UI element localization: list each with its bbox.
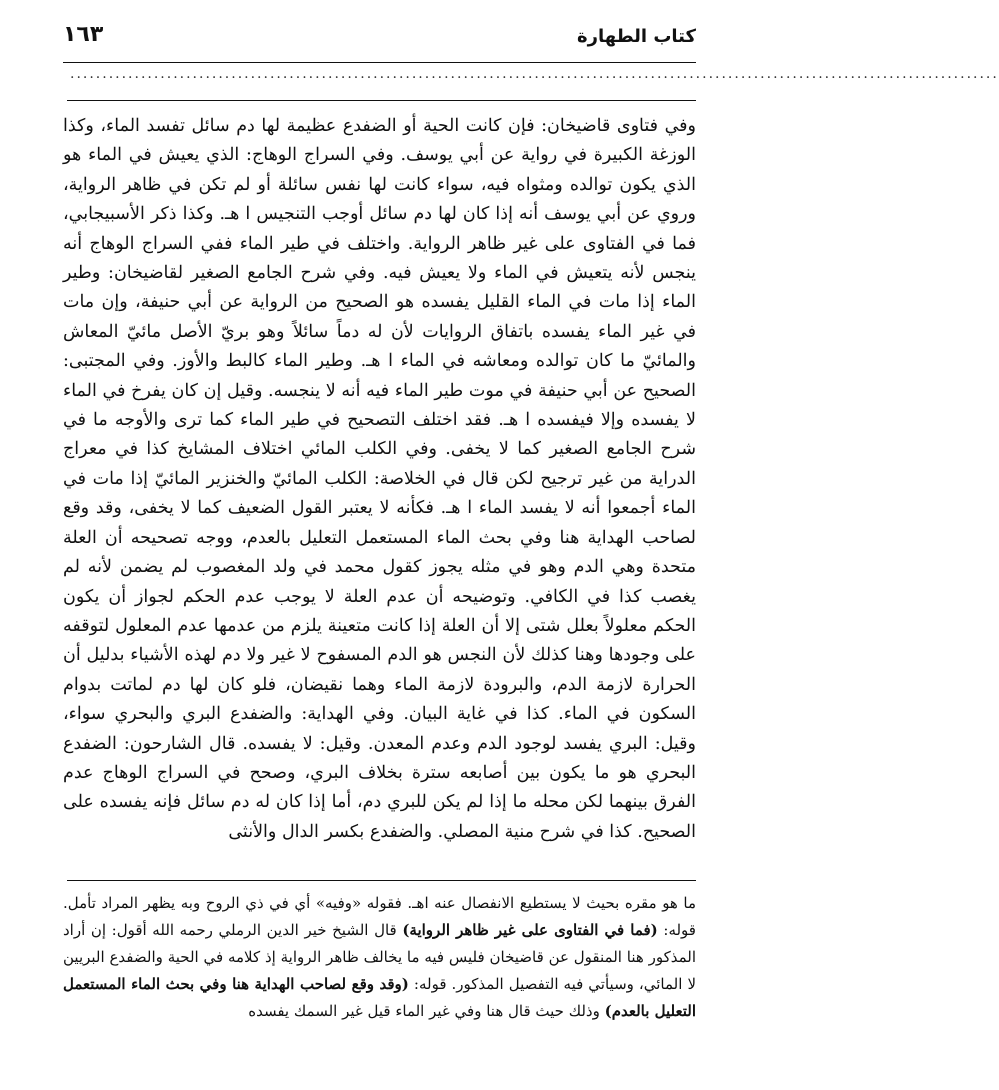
footnote-quote-2: (وقد وقع لصاحب الهداية هنا وفي بحث الماء المستعمل التعليل بالعدم)	[63, 975, 696, 1020]
page-number: ١٦٣	[63, 22, 104, 47]
dotted-line: ................................................................................................................................................	[70, 66, 999, 82]
footnote-divider	[67, 880, 696, 881]
footnote-paragraph	[63, 890, 696, 1025]
page-header	[63, 22, 696, 63]
footnote-text-2: قال الشيخ خير الدين الرملي رحمه الله أقول: إن أراد المذكور هنا المنقول عن قاضيخان فليس فيه ما يخالف ظاهر الرواية إذ كلامه في الحية والضفدع البريين لا المائي، وسيأتي فيه التفصيل المذكور. قوله:	[63, 921, 696, 993]
footnote-quote-1: (فما في الفتاوى على غير ظاهر الرواية)	[402, 921, 658, 939]
main-paragraph: وفي فتاوى قاضيخان: فإن كانت الحية أو الضفدع عظيمة لها دم سائل تفسد الماء، وكذا الوزغة الكبيرة في رواية عن أبي يوسف. وفي السراج الوهاج: الذي يعيش في الماء هو الذي يكون توالده ومثواه فيه، سواء كانت لها نفس سائلة أو لم تكن في ظاهر الرواية، وروي عن أبي يوسف أنه إذا كان لها دم سائل أوجب التنجيس ا هـ. وكذا ذكر الأسبيجابي، فما في الفتاوى على غير ظاهر الرواية. واختلف في طير الماء ففي السراج الوهاج أنه ينجس لأنه يتعيش في الماء ولا يعيش فيه. وفي شرح الجامع الصغير لقاضيخان: وطير الماء إذا مات في الماء القليل يفسده هو الصحيح من الرواية عن أبي حنيفة، وإن مات في غير الماء يفسده باتفاق الروايات لأن له دماً سائلاً وهو بريّ الأصل مائيّ المعاش والمائيّ ما كان توالده ومعاشه في الماء ا هـ. وطير الماء كالبط والأوز. وفي المجتبى: الصحيح عن أبي حنيفة في موت طير الماء فيه أنه لا ينجسه. وقيل إن كان يفرخ في الماء لا يفسده وإلا فيفسده ا هـ. فقد اختلف التصحيح في طير الماء كما ترى والأوجه ما في شرح الجامع الصغير كما لا يخفى. وفي الكلب المائي اختلاف المشايخ كذا في معراج الدراية من غير ترجيح لكن قال في الخلاصة: الكلب المائيّ والخنزير المائيّ إذا مات في الماء أجمعوا أنه لا يفسد الماء ا هـ. فكأنه لا يعتبر القول الضعيف كما لا يخفى، وقد وقع لصاحب الهداية هنا وفي بحث الماء المستعمل التعليل بالعدم، ووجه تصحيحه أن العلة متحدة وهي الدم وهو في مثله يجوز كقول محمد في ولد المغصوب لم يضمن لأنه لم يغصب كذا في الكافي. وتوضيحه أن عدم العلة لا يوجب عدم الحكم لجواز أن يكون الحكم معلولاً بعلل شتى إلا أن العلة إذا كانت متعينة يلزم من عدمها عدم المعلول لتوقفه على وجودها وهنا كذلك لأن النجس هو الدم المسفوح لا غير ولا دم لهذه الأشياء بدليل أن الحرارة لازمة الدم، والبرودة لازمة الماء وهما نقيضان، فلو كان لها دم لماتت بدوام السكون في الماء. كذا في غاية البيان. وفي الهداية: والضفدع البري والبحري سواء، وقيل: البري يفسد لوجود الدم وعدم المعدن. وقيل: لا يفسده. قال الشارحون: الضفدع البحري هو ما يكون بين أصابعه سترة بخلاف البري، وصحح في السراج الوهاج عدم الفرق بينهما لكن محله ما إذا لم يكن للبري دم، أما إذا كان له دم سائل فإنه يفسده على الصحيح. كذا في شرح منية المصلي. والضفدع بكسر الدال والأنثى	[63, 116, 696, 842]
footnote-section	[63, 890, 696, 1025]
footnote-text-3: وذلك حيث قال هنا وفي غير الماء قيل غير السمك يفسده	[248, 1002, 605, 1020]
top-divider	[67, 100, 696, 101]
book-title: كتاب الطهارة	[576, 26, 696, 47]
main-text	[63, 112, 696, 847]
footnote-text-1: ما هو مقره بحيث لا يستطيع الانفصال عنه اهـ. فقوله «وفيه» أي في ذي الروح وبه يظهر المراد تأمل. قوله:	[63, 894, 696, 939]
